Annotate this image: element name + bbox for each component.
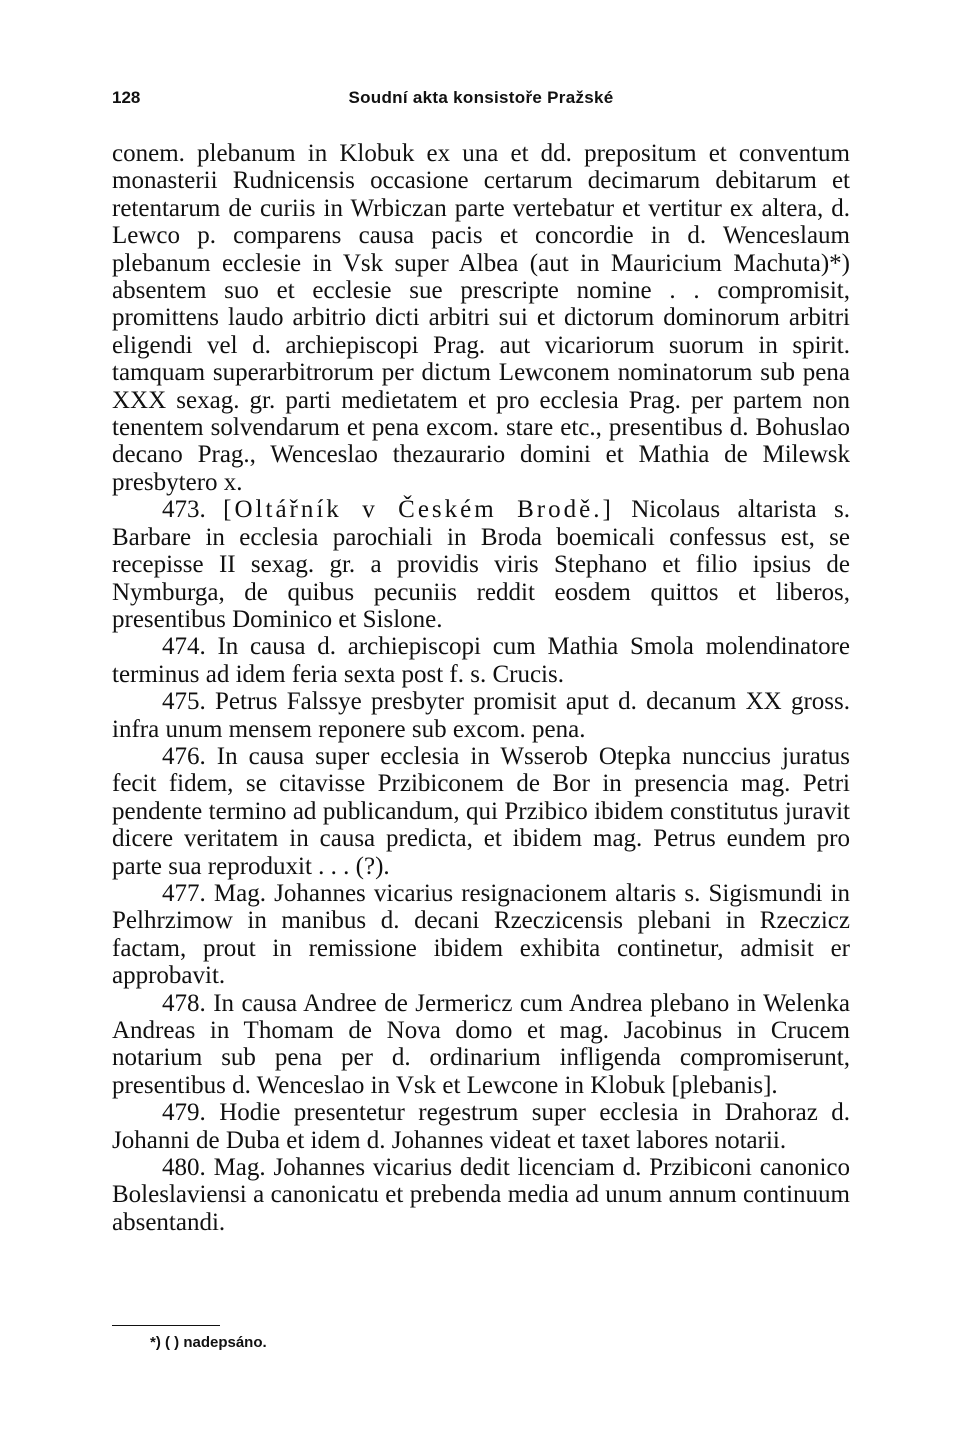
entry-number: 478.: [162, 989, 206, 1017]
entry-number: 477.: [162, 879, 206, 907]
footnote-divider: [112, 1325, 220, 1326]
entry-number: 480.: [162, 1154, 206, 1182]
entry-473: [112, 496, 850, 633]
page-number: 128: [112, 88, 141, 107]
entry-text: Mag. Johannes vicarius dedit licenciam d. Przibiconi canonico Boleslaviensi a canonicatu et prebenda media ad unum annum continuum absentandi.: [112, 1154, 850, 1236]
entry-text: Petrus Falssye presbyter promisit aput d. decanum XX gross. infra unum mensem reponere sub excom. pena.: [112, 688, 850, 743]
entry-number: 474.: [162, 633, 206, 661]
main-text: [112, 140, 850, 1236]
running-head: [112, 88, 850, 114]
footnote: *) ( ) nadepsáno.: [150, 1334, 267, 1351]
paragraph-continued: conem. plebanum in Klobuk ex una et dd. prepositum et conventum monasterii Rudnicensis occasione certarum decimarum debitarum et retentarum de curiis in Wrbiczan parte vertebatur et vertitur ex altera, d. Lewco p. comparens causa pacis et concordie in d. Wenceslaum plebanum ecclesie in Vsk super Albea (aut in Mauricium Machuta)*) absentem suo et ecclesie sue prescripte nomine . . compromisit, promittens laudo arbitrio dicti arbitri sui et dictorum dominorum arbitri eligendi vel d. archiepiscopi Prag. aut vicariorum suorum in spirit. tamquam superarbitrorum per dictum Lewconem nominatorum sub pena XXX sexag. gr. parti medietatem et pro ecclesia Prag. per partem non tenentem solvendarum et pena excom. stare etc., presentibus d. Bohuslao decano Prag., Wenceslao thezaurario domini et Mathia de Milewsk presbytero x.: [112, 140, 850, 496]
entry-475: [112, 688, 850, 743]
entry-477: [112, 880, 850, 990]
entry-text: In causa d. archiepiscopi cum Mathia Smola molendinatore terminus ad idem feria sexta post f. s. Crucis.: [112, 633, 850, 688]
entry-text: Hodie presentetur regestrum super ecclesia in Drahoraz d. Johanni de Duba et idem d. Johannes videat et taxet labores notarii.: [112, 1099, 851, 1154]
entry-number: 473.: [162, 496, 206, 524]
entry-text: In causa super ecclesia in Wsserob Otepka nunccius juratus fecit fidem, se citavisse Przibiconem de Bor in presencia mag. Petri pendente termino ad publicandum, qui Przibico ibidem constitutus juravit dicere veritatem in causa predicta, et ibidem mag. Petrus eundem pro parte sua reproduxit . . . (?).: [112, 742, 851, 880]
entry-text: Mag. Johannes vicarius resignacionem altaris s. Sigismundi in Pelhrzimow in manibus d. decani Rzeczicensis plebani in Rzeczicz factam, prout in remissione ibidem exhibita continetur, admisit er approbavit.: [112, 879, 850, 990]
running-title: Soudní akta konsistoře Pražské: [348, 88, 614, 107]
entry-480: [112, 1154, 850, 1236]
entry-478: [112, 990, 850, 1100]
entry-number: 476.: [162, 742, 206, 770]
entry-number: 479.: [162, 1099, 206, 1127]
entry-474: [112, 633, 850, 688]
entry-text: In causa Andree de Jermericz cum Andrea plebano in Welenka Andreas in Thomam de Nova domo et mag. Jacobinus in Crucem notarium sub pena per d. ordinarium infligenda compromiserunt, presentibus d. Wenceslao in Vsk et Lewcone in Klobuk [plebanis].: [112, 989, 851, 1099]
entry-number: 475.: [162, 688, 206, 716]
entry-479: [112, 1099, 850, 1154]
entry-heading: [Oltářník v Českém Brodě.]: [223, 496, 614, 524]
entry-text: Nicolaus altarista s. Barbare in ecclesia parochiali in Broda boemicali confessus est, se recepisse II sexag. gr. a providis viris Stephano et filio ipsius de Nymburga, de quibus pecuniis reddit eosdem quittos et liberos, presentibus Dominico et Sislone.: [112, 496, 851, 633]
entry-476: [112, 743, 850, 880]
